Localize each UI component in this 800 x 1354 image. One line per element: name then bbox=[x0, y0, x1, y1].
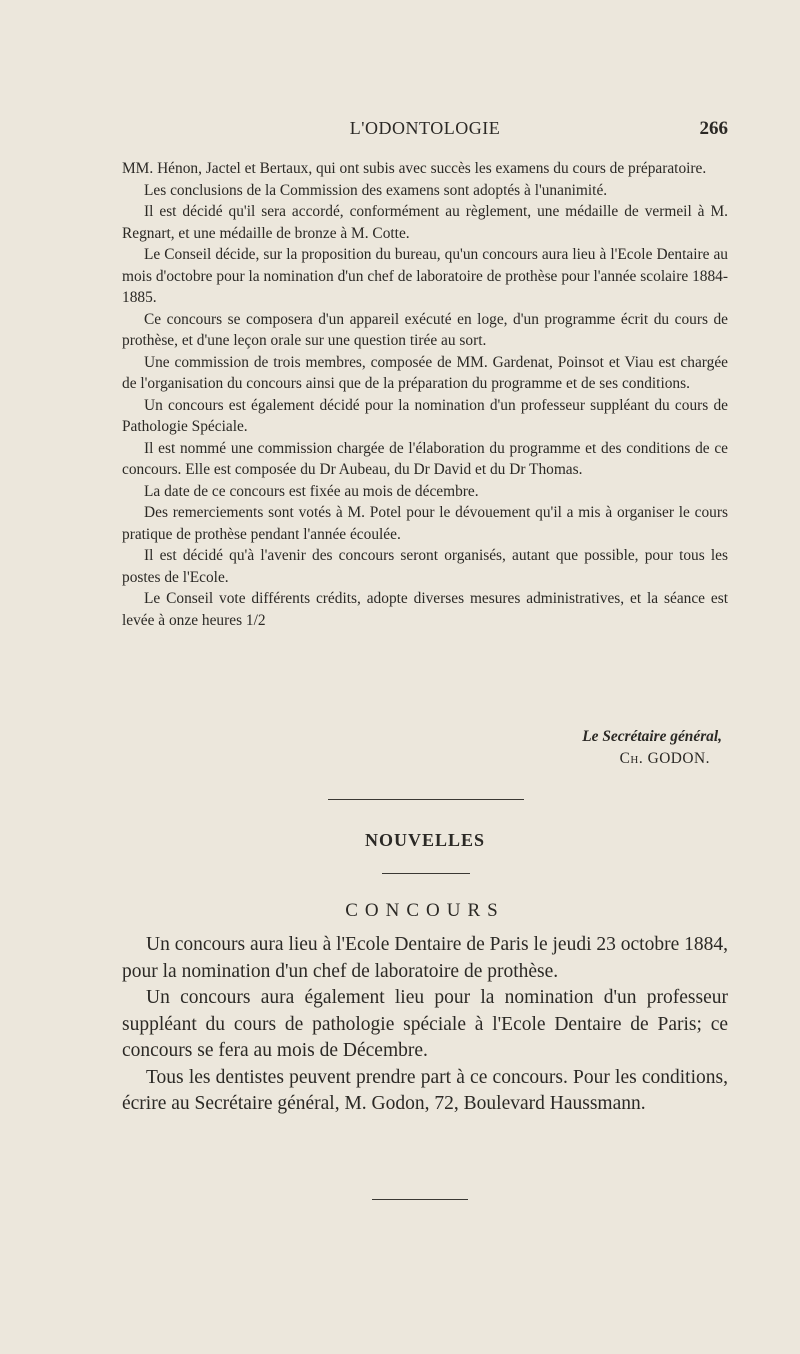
paragraph: Des remerciements sont votés à M. Potel pour le dévouement qu'il a mis à organiser le cours pratique de prothèse pendant l'année écoulée. bbox=[122, 504, 728, 543]
paragraph: Le Conseil décide, sur la proposition du bureau, qu'un concours aura lieu à l'Ecole Dentaire au mois d'octobre pour la nomination d'un chef de laboratoire de prothèse pour l'année scolaire 1884-1885. bbox=[122, 246, 728, 306]
paragraph: Tous les dentistes peuvent prendre part à ce concours. Pour les conditions, écrire au Secrétaire général, M. Godon, 72, Boulevard Haussmann. bbox=[122, 1066, 728, 1114]
section-title: NOUVELLES bbox=[364, 830, 486, 850]
paragraph: MM. Hénon, Jactel et Bertaux, qui ont subis avec succès les examens du cours de préparatoire. bbox=[122, 160, 707, 177]
news-text bbox=[122, 932, 728, 1118]
paragraph: Ce concours se composera d'un appareil exécuté en loge, d'un programme écrit du cours de prothèse, et d'une leçon orale sur une question tirée au sort. bbox=[122, 310, 728, 349]
minutes-text bbox=[122, 158, 728, 631]
paragraph: Il est nommé une commission chargée de l'élaboration du programme et des conditions de ce concours. Elle est composée du Dr Aubeau, du Dr David et du Dr Thomas. bbox=[122, 439, 728, 478]
signature-block bbox=[122, 726, 728, 770]
page-number: 266 bbox=[699, 118, 728, 139]
paragraph: Le Conseil vote différents crédits, adopte diverses mesures administratives, et la séance est levée à onze heures 1/2 bbox=[122, 590, 728, 629]
page-header bbox=[122, 118, 728, 142]
title-underline bbox=[382, 873, 470, 874]
paragraph: Il est décidé qu'à l'avenir des concours seront organisés, autant que possible, pour tous les postes de l'Ecole. bbox=[122, 547, 728, 586]
end-rule bbox=[372, 1199, 468, 1200]
subsection-title: CONCOURS bbox=[345, 900, 505, 921]
paragraph: Une commission de trois membres, composée de MM. Gardenat, Poinsot et Viau est chargée de l'organisation du concours ainsi que de la préparation du programme et de ses conditions. bbox=[122, 353, 728, 392]
paragraph: Un concours aura également lieu pour la nomination d'un professeur suppléant du cours de pathologie spéciale à l'Ecole Dentaire de Paris; ce concours se fera au mois de Décembre. bbox=[122, 987, 728, 1061]
running-title: L'ODONTOLOGIE bbox=[349, 118, 501, 138]
paragraph: La date de ce concours est fixée au mois de décembre. bbox=[144, 482, 479, 500]
paragraph: Il est décidé qu'il sera accordé, conformément au règlement, une médaille de vermeil à M. Regnart, et une médaille de bronze à M. Cotte. bbox=[122, 203, 728, 242]
section-divider bbox=[328, 799, 524, 800]
paragraph: Les conclusions de la Commission des examens sont adoptés à l'unanimité. bbox=[144, 181, 608, 199]
signatory-title: Le Secrétaire général, bbox=[582, 728, 722, 745]
paragraph: Un concours aura lieu à l'Ecole Dentaire de Paris le jeudi 23 octobre 1884, pour la nomination d'un chef de laboratoire de prothèse. bbox=[122, 934, 728, 982]
signatory-name: Ch. GODON. bbox=[619, 750, 710, 767]
paragraph: Un concours est également décidé pour la nomination d'un professeur suppléant du cours de Pathologie Spéciale. bbox=[122, 396, 728, 435]
